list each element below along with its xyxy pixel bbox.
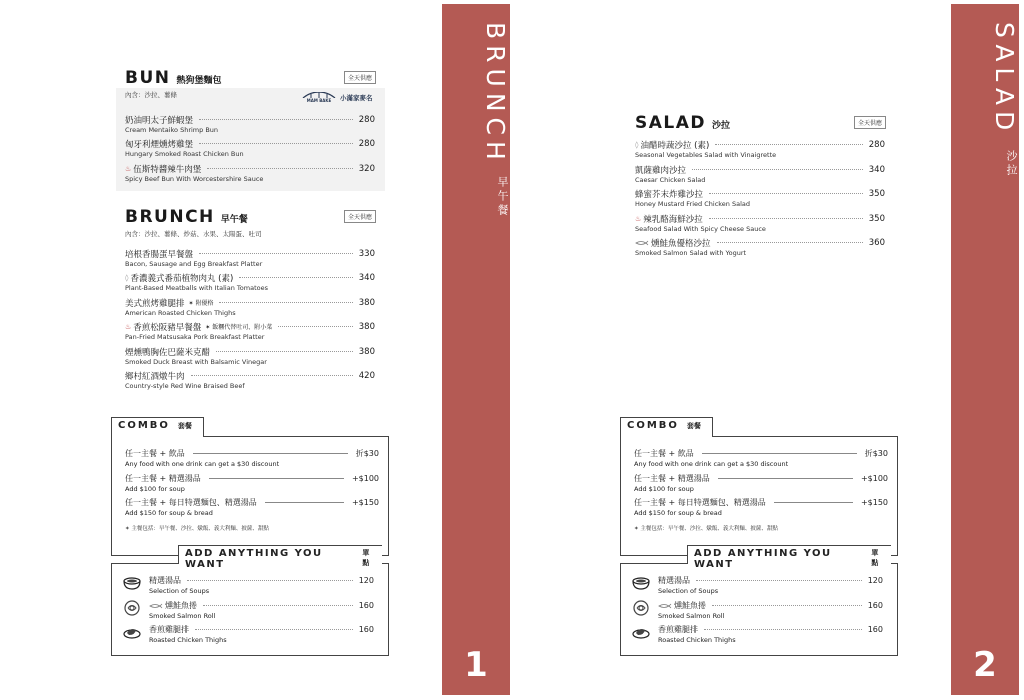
brunch-section-title-zh: 早午餐	[220, 215, 248, 225]
menu-item: 凱薩雞肉沙拉 340 Caesar Chicken Salad	[635, 164, 885, 184]
chicken-thigh-icon	[631, 624, 651, 640]
combo-tab-zh: 套餐	[686, 422, 701, 430]
menu-item: 鄉村紅酒燉牛肉 420 Country-style Red Wine Braised Beef	[125, 370, 375, 390]
fish-icon	[635, 240, 649, 246]
salmon-roll-icon	[631, 600, 651, 616]
combo-item: 任一主餐 + 精選湯品 +$100 Add $100 for soup	[634, 474, 888, 493]
fish-icon	[149, 603, 163, 609]
spicy-icon: ♨	[635, 214, 642, 223]
page-number: 2	[973, 645, 997, 685]
brunch-section-title: BRUNCH 早午餐	[125, 207, 248, 227]
band-subtitle: 沙拉	[1005, 150, 1018, 178]
add-item: 燻鮭魚捲 160 Smoked Salmon Roll	[149, 601, 374, 620]
add-tab: ADD ANYTHING YOU WANT 單點	[687, 545, 891, 564]
combo-item: 任一主餐 + 每日特選麵包、精選湯品 +$150 Add $150 for soup & bread	[634, 498, 888, 517]
all-day-tag: 全天供應	[854, 116, 886, 129]
menu-item: 煙燻鴨胸佐巴薩米克醋 380 Smoked Duck Breast with Balsamic Vinegar	[125, 346, 375, 366]
spicy-icon: ♨	[125, 322, 132, 331]
soup-bowl-icon	[122, 575, 142, 591]
all-day-tag: 全天供應	[344, 210, 376, 223]
combo-note: ✶ 主餐包括：早午餐、沙拉、燉飯、義大利麵、披薩、甜點	[634, 526, 778, 532]
bun-section-title: BUN 熱狗堡麵包	[125, 68, 222, 88]
page-number: 1	[464, 645, 488, 685]
add-item: 精選湯品 120 Selection of Soups	[149, 576, 374, 595]
combo-tab: COMBO 套餐	[620, 417, 713, 437]
combo-item: 任一主餐 + 飲品 折$30 Any food with one drink can get a $30 discount	[125, 449, 379, 468]
add-item: 燻鮭魚捲 160 Smoked Salmon Roll	[658, 601, 883, 620]
salad-section-title: SALAD 沙拉	[635, 113, 731, 133]
add-tab: ADD ANYTHING YOU WANT 單點	[178, 545, 382, 564]
band-title: SALAD	[990, 22, 1019, 137]
menu-item: 培根香腸蛋早餐盤 330 Bacon, Sausage and Egg Breakfast Platter	[125, 248, 375, 268]
add-tab-zh: 單點	[871, 549, 879, 567]
add-item: 香煎雞腿排 160 Roasted Chicken Thighs	[149, 625, 374, 644]
bun-section-title-zh: 熱狗堡麵包	[176, 76, 222, 86]
salad-side-band	[951, 4, 1019, 695]
add-item: 香煎雞腿排 160 Roasted Chicken Thighs	[658, 625, 883, 644]
soup-bowl-icon	[631, 575, 651, 591]
menu-item: ♨ 伍斯特醬辣牛肉堡 320 Spicy Beef Bun With Worcestershire Sauce	[125, 163, 375, 183]
menu-item: ♨ 辣乳酪海鮮沙拉 350 Seafood Salad With Spicy Cheese Sauce	[635, 213, 885, 233]
combo-tab: COMBO 套餐	[111, 417, 204, 437]
logo-small-text: MAM BAKE	[306, 98, 332, 103]
salmon-roll-icon	[122, 600, 142, 616]
combo-item: 任一主餐 + 每日特選麵包、精選湯品 +$150 Add $150 for soup & bread	[125, 498, 379, 517]
menu-item: 美式煎烤雞腿排 ✶ 附優格 380 American Roasted Chicken Thighs	[125, 297, 375, 317]
menu-item: 蜂蜜芥末炸雞沙拉 350 Honey Mustard Fried Chicken Salad	[635, 188, 885, 208]
band-title: BRUNCH	[481, 22, 510, 166]
combo-item: 任一主餐 + 精選湯品 +$100 Add $100 for soup	[125, 474, 379, 493]
menu-item: ◊ 香濃義式番茄植物肉丸 (素) 340 Plant-Based Meatballs with Italian Tomatoes	[125, 272, 375, 292]
shop-logo	[302, 92, 373, 103]
brunch-side-band	[442, 4, 510, 695]
menu-item: 燻鮭魚優格沙拉 360 Smoked Salmon Salad with Yogurt	[635, 237, 885, 257]
spicy-icon: ♨	[125, 164, 132, 173]
bun-contents: 內含：沙拉、薯條	[125, 91, 177, 99]
salad-section-title-zh: 沙拉	[712, 121, 731, 131]
menu-page-2	[512, 0, 1024, 700]
band-subtitle: 早午餐	[496, 176, 509, 218]
brunch-contents: 內含：沙拉、薯條、炒菇、水果、太陽蛋、吐司	[125, 230, 262, 238]
chicken-thigh-icon	[122, 624, 142, 640]
menu-item: ♨ 香煎松阪豬早餐盤 ✶ 飯糰代替吐司、附小菜 380 Pan-Fried Matsusaka Pork Breakfast Platter	[125, 321, 375, 341]
menu-item: ◊ 油醋時蔬沙拉 (素) 280 Seasonal Vegetables Salad with Vinaigrette	[635, 139, 885, 159]
combo-note: ✶ 主餐包括：早午餐、沙拉、燉飯、義大利麵、披薩、甜點	[125, 526, 269, 532]
vegan-leaf-icon: ◊	[125, 273, 129, 282]
menu-item: 奶油明太子鮮蝦堡 280 Cream Mentaiko Shrimp Bun	[125, 114, 375, 134]
add-item: 精選湯品 120 Selection of Soups	[658, 576, 883, 595]
combo-item: 任一主餐 + 飲品 折$30 Any food with one drink can get a $30 discount	[634, 449, 888, 468]
menu-item: 匈牙利煙燻烤雞堡 280 Hungary Smoked Roast Chicken Bun	[125, 138, 375, 158]
add-tab-zh: 單點	[362, 549, 370, 567]
combo-tab-zh: 套餐	[177, 422, 192, 430]
all-day-tag: 全天供應	[344, 71, 376, 84]
logo-text: 小滿家麥名	[340, 94, 373, 102]
vegan-leaf-icon: ◊	[635, 140, 639, 149]
fish-icon	[658, 603, 672, 609]
